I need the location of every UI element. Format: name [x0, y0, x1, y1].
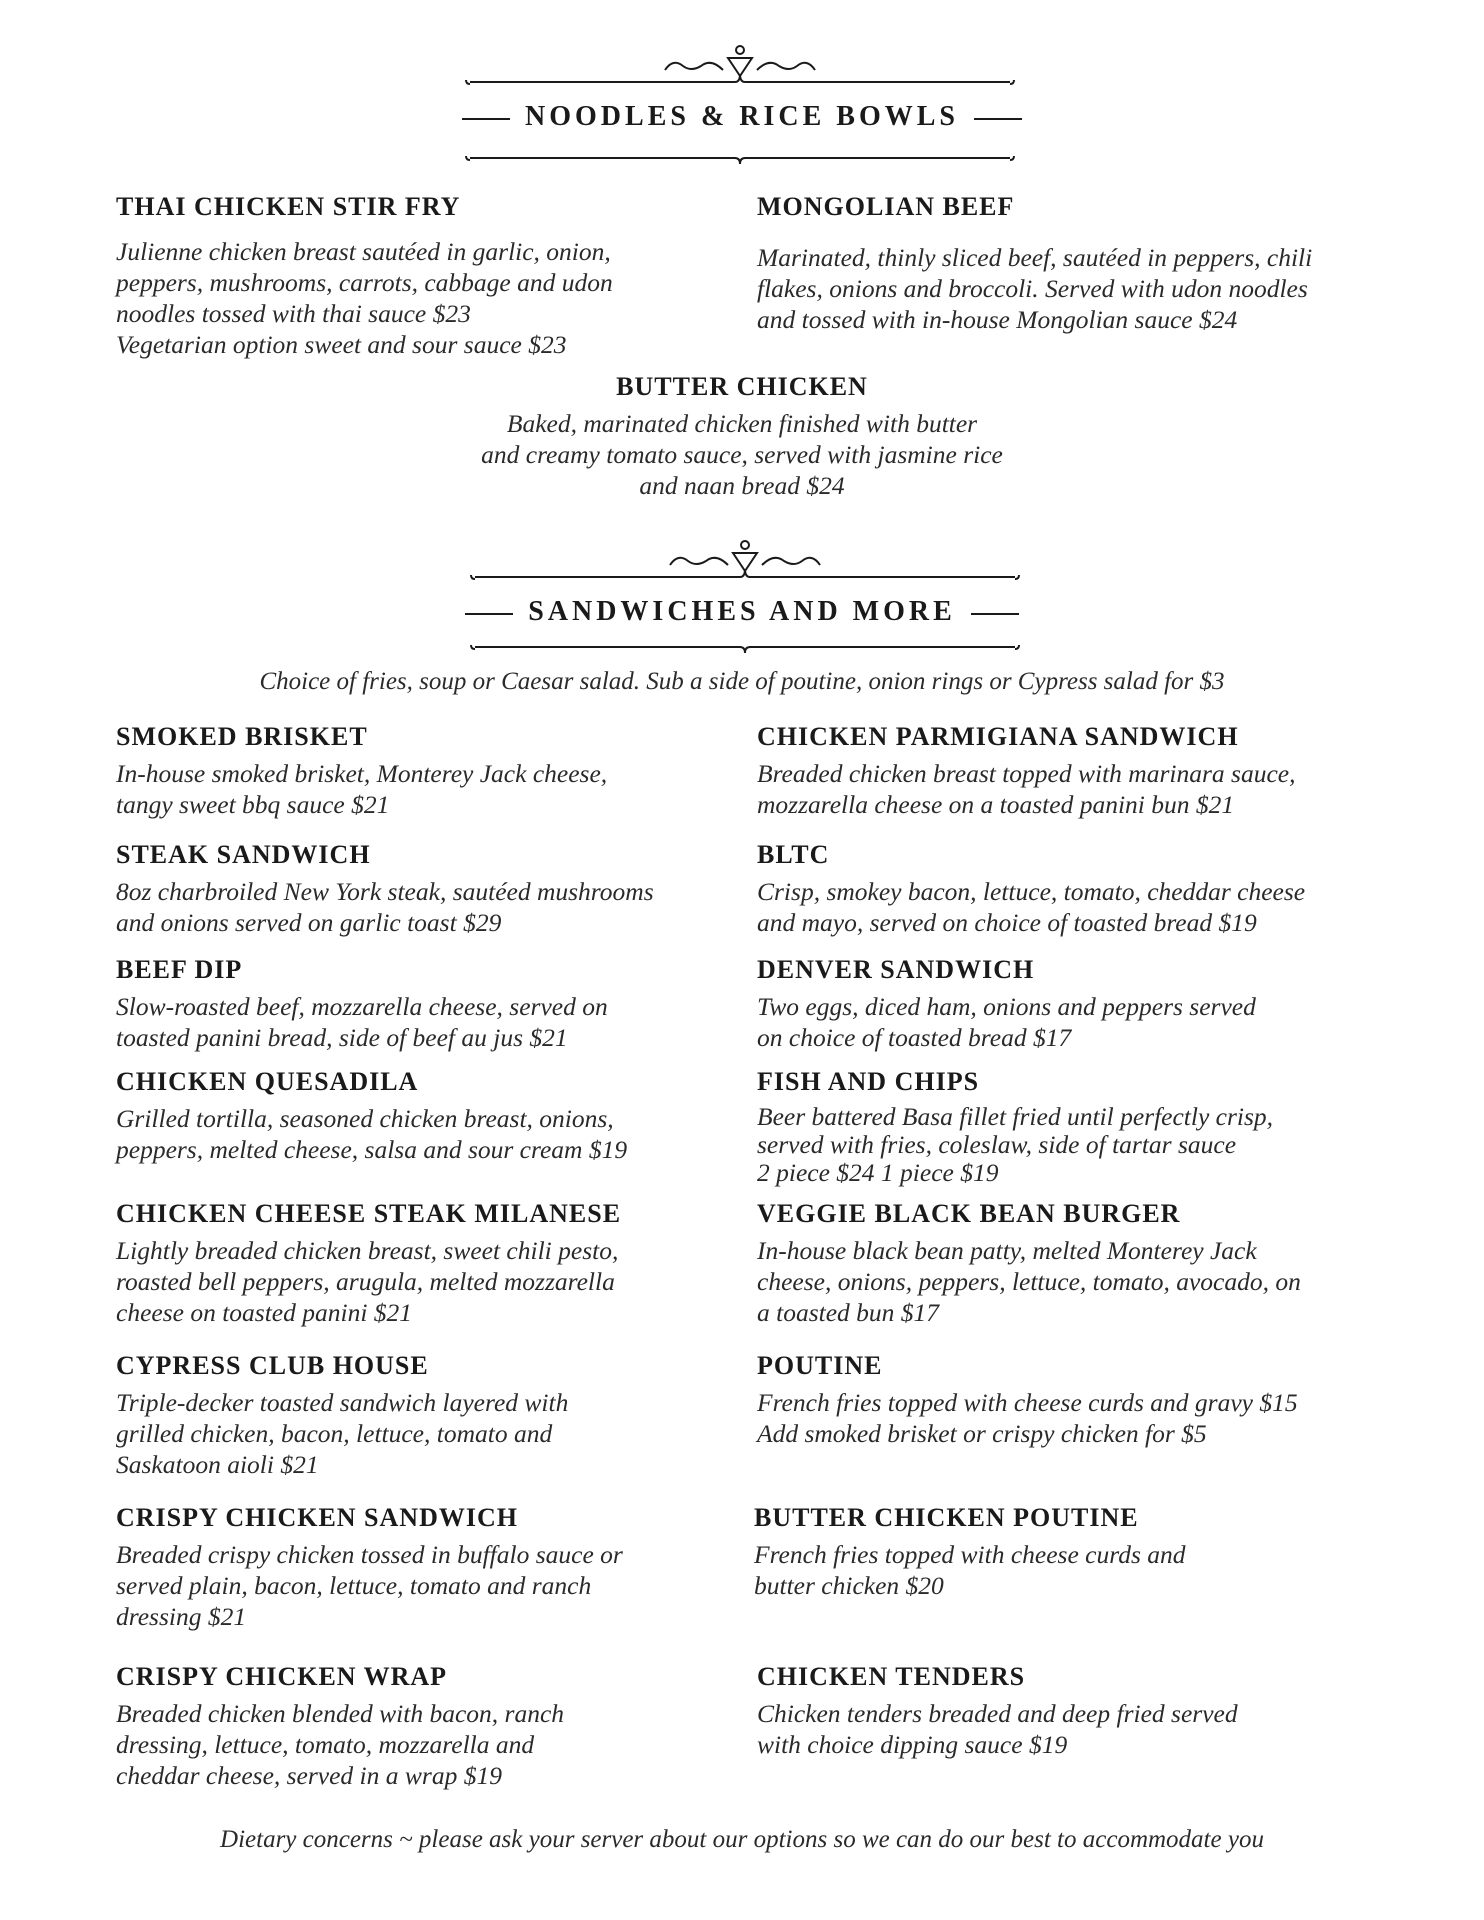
item-description: French fries topped with cheese curds and butter chicken $20	[754, 1540, 1186, 1600]
menu-item	[116, 955, 736, 1053]
title-rule-right	[974, 118, 1022, 120]
item-name: CRISPY CHICKEN SANDWICH	[116, 1503, 518, 1532]
item-description: Triple-decker toasted sandwich layered with grilled chicken, bacon, lettuce, tomato and Saskatoon aioli $21	[116, 1388, 569, 1479]
item-description: Breaded crispy chicken tossed in buffalo sauce or served plain, bacon, lettuce, tomato and ranch dressing $21	[116, 1540, 623, 1631]
menu-item	[757, 1662, 1397, 1760]
item-description: Marinated, thinly sliced beef, sautéed in peppers, chili flakes, onions and broccoli. Served with udon noodles and tossed with in-house Mongolian sauce $24	[757, 243, 1313, 334]
item-description: Breaded chicken breast topped with marinara sauce, mozzarella cheese on a toasted panini bun $21	[757, 759, 1296, 819]
item-name: POUTINE	[757, 1351, 883, 1380]
item-name: CHICKEN TENDERS	[757, 1662, 1026, 1691]
title-rule-right	[971, 613, 1019, 615]
item-description: Grilled tortilla, seasoned chicken breast, onions, peppers, melted cheese, salsa and sour cream $19	[116, 1104, 628, 1164]
title-rule-left	[462, 118, 510, 120]
menu-item	[757, 722, 1397, 820]
item-name: STEAK SANDWICH	[116, 840, 371, 869]
item-name: CHICKEN PARMIGIANA SANDWICH	[757, 722, 1239, 751]
item-description: Chicken tenders breaded and deep fried served with choice dipping sauce $19	[757, 1699, 1238, 1759]
item-description: Baked, marinated chicken finished with butter and creamy tomato sauce, served with jasmine rice and naan bread $24	[481, 409, 1003, 500]
section-title-noodles	[0, 101, 1484, 133]
menu-item	[757, 1067, 1397, 1187]
item-description: In-house black bean patty, melted Monterey Jack cheese, onions, peppers, lettuce, tomato, avocado, on a toasted bun $17	[757, 1236, 1301, 1327]
item-name: FISH AND CHIPS	[757, 1067, 980, 1096]
menu-item	[754, 1503, 1394, 1601]
item-name: CRISPY CHICKEN WRAP	[116, 1662, 448, 1691]
menu-item	[116, 840, 736, 938]
dietary-note: Dietary concerns ~ please ask your server about our options so we can do our best to accommodate you	[220, 1826, 1264, 1853]
section-title-text: SANDWICHES AND MORE	[528, 596, 956, 627]
item-name: CHICKEN CHEESE STEAK MILANESE	[116, 1199, 622, 1228]
item-description: French fries topped with cheese curds and gravy $15 Add smoked brisket or crispy chicken for $5	[757, 1388, 1298, 1448]
title-rule-left	[465, 613, 513, 615]
menu-item	[757, 192, 1397, 335]
item-description: Crisp, smokey bacon, lettuce, tomato, cheddar cheese and mayo, served on choice of toasted bread $19	[757, 877, 1306, 937]
item-name: CHICKEN QUESADILA	[116, 1067, 419, 1096]
menu-item	[757, 1351, 1397, 1449]
menu-item	[757, 840, 1397, 938]
item-name: BUTTER CHICKEN	[616, 372, 868, 401]
item-name: VEGGIE BLACK BEAN BURGER	[757, 1199, 1181, 1228]
menu-item	[757, 955, 1397, 1053]
sides-note: Choice of fries, soup or Caesar salad. Sub a side of poutine, onion rings or Cypress salad for $3	[259, 668, 1225, 695]
menu-item	[116, 1503, 736, 1632]
section-title-sandwiches	[0, 596, 1484, 628]
item-description: 8oz charbroiled New York steak, sautéed mushrooms and onions served on garlic toast $29	[116, 877, 654, 937]
menu-item	[116, 1067, 736, 1165]
section-title-text: NOODLES & RICE BOWLS	[525, 101, 959, 132]
item-name: MONGOLIAN BEEF	[757, 192, 1015, 221]
menu-item	[116, 1662, 736, 1791]
item-description: Breaded chicken blended with bacon, ranch dressing, lettuce, tomato, mozzarella and cheddar cheese, served in a wrap $19	[116, 1699, 565, 1790]
item-description: Two eggs, diced ham, onions and peppers served on choice of toasted bread $17	[757, 992, 1256, 1052]
item-name: DENVER SANDWICH	[757, 955, 1035, 984]
item-name: BEEF DIP	[116, 955, 243, 984]
item-description: Julienne chicken breast sautéed in garlic, onion, peppers, mushrooms, carrots, cabbage and udon noodles tossed with thai sauce $23 Vegetarian option sweet and sour sauce $23	[116, 237, 613, 359]
item-name: BUTTER CHICKEN POUTINE	[754, 1503, 1139, 1532]
item-description: In-house smoked brisket, Monterey Jack cheese, tangy sweet bbq sauce $21	[116, 759, 608, 819]
menu-item	[392, 372, 1092, 501]
item-description: Lightly breaded chicken breast, sweet chili pesto, roasted bell peppers, arugula, melted mozzarella cheese on toasted panini $21	[116, 1236, 619, 1327]
item-name: CYPRESS CLUB HOUSE	[116, 1351, 429, 1380]
item-name: THAI CHICKEN STIR FRY	[116, 192, 461, 221]
menu-item	[116, 1199, 736, 1328]
item-description: Beer battered Basa fillet fried until perfectly crisp, served with fries, coleslaw, side of tartar sauce 2 piece $24 1 piece $19	[757, 1102, 1274, 1187]
menu-item	[757, 1199, 1397, 1328]
item-description: Slow-roasted beef, mozzarella cheese, served on toasted panini bread, side of beef au jus $21	[116, 992, 608, 1052]
menu-item	[116, 192, 736, 360]
item-name: SMOKED BRISKET	[116, 722, 368, 751]
menu-item	[116, 722, 736, 820]
item-name: BLTC	[757, 840, 830, 869]
menu-item	[116, 1351, 736, 1480]
